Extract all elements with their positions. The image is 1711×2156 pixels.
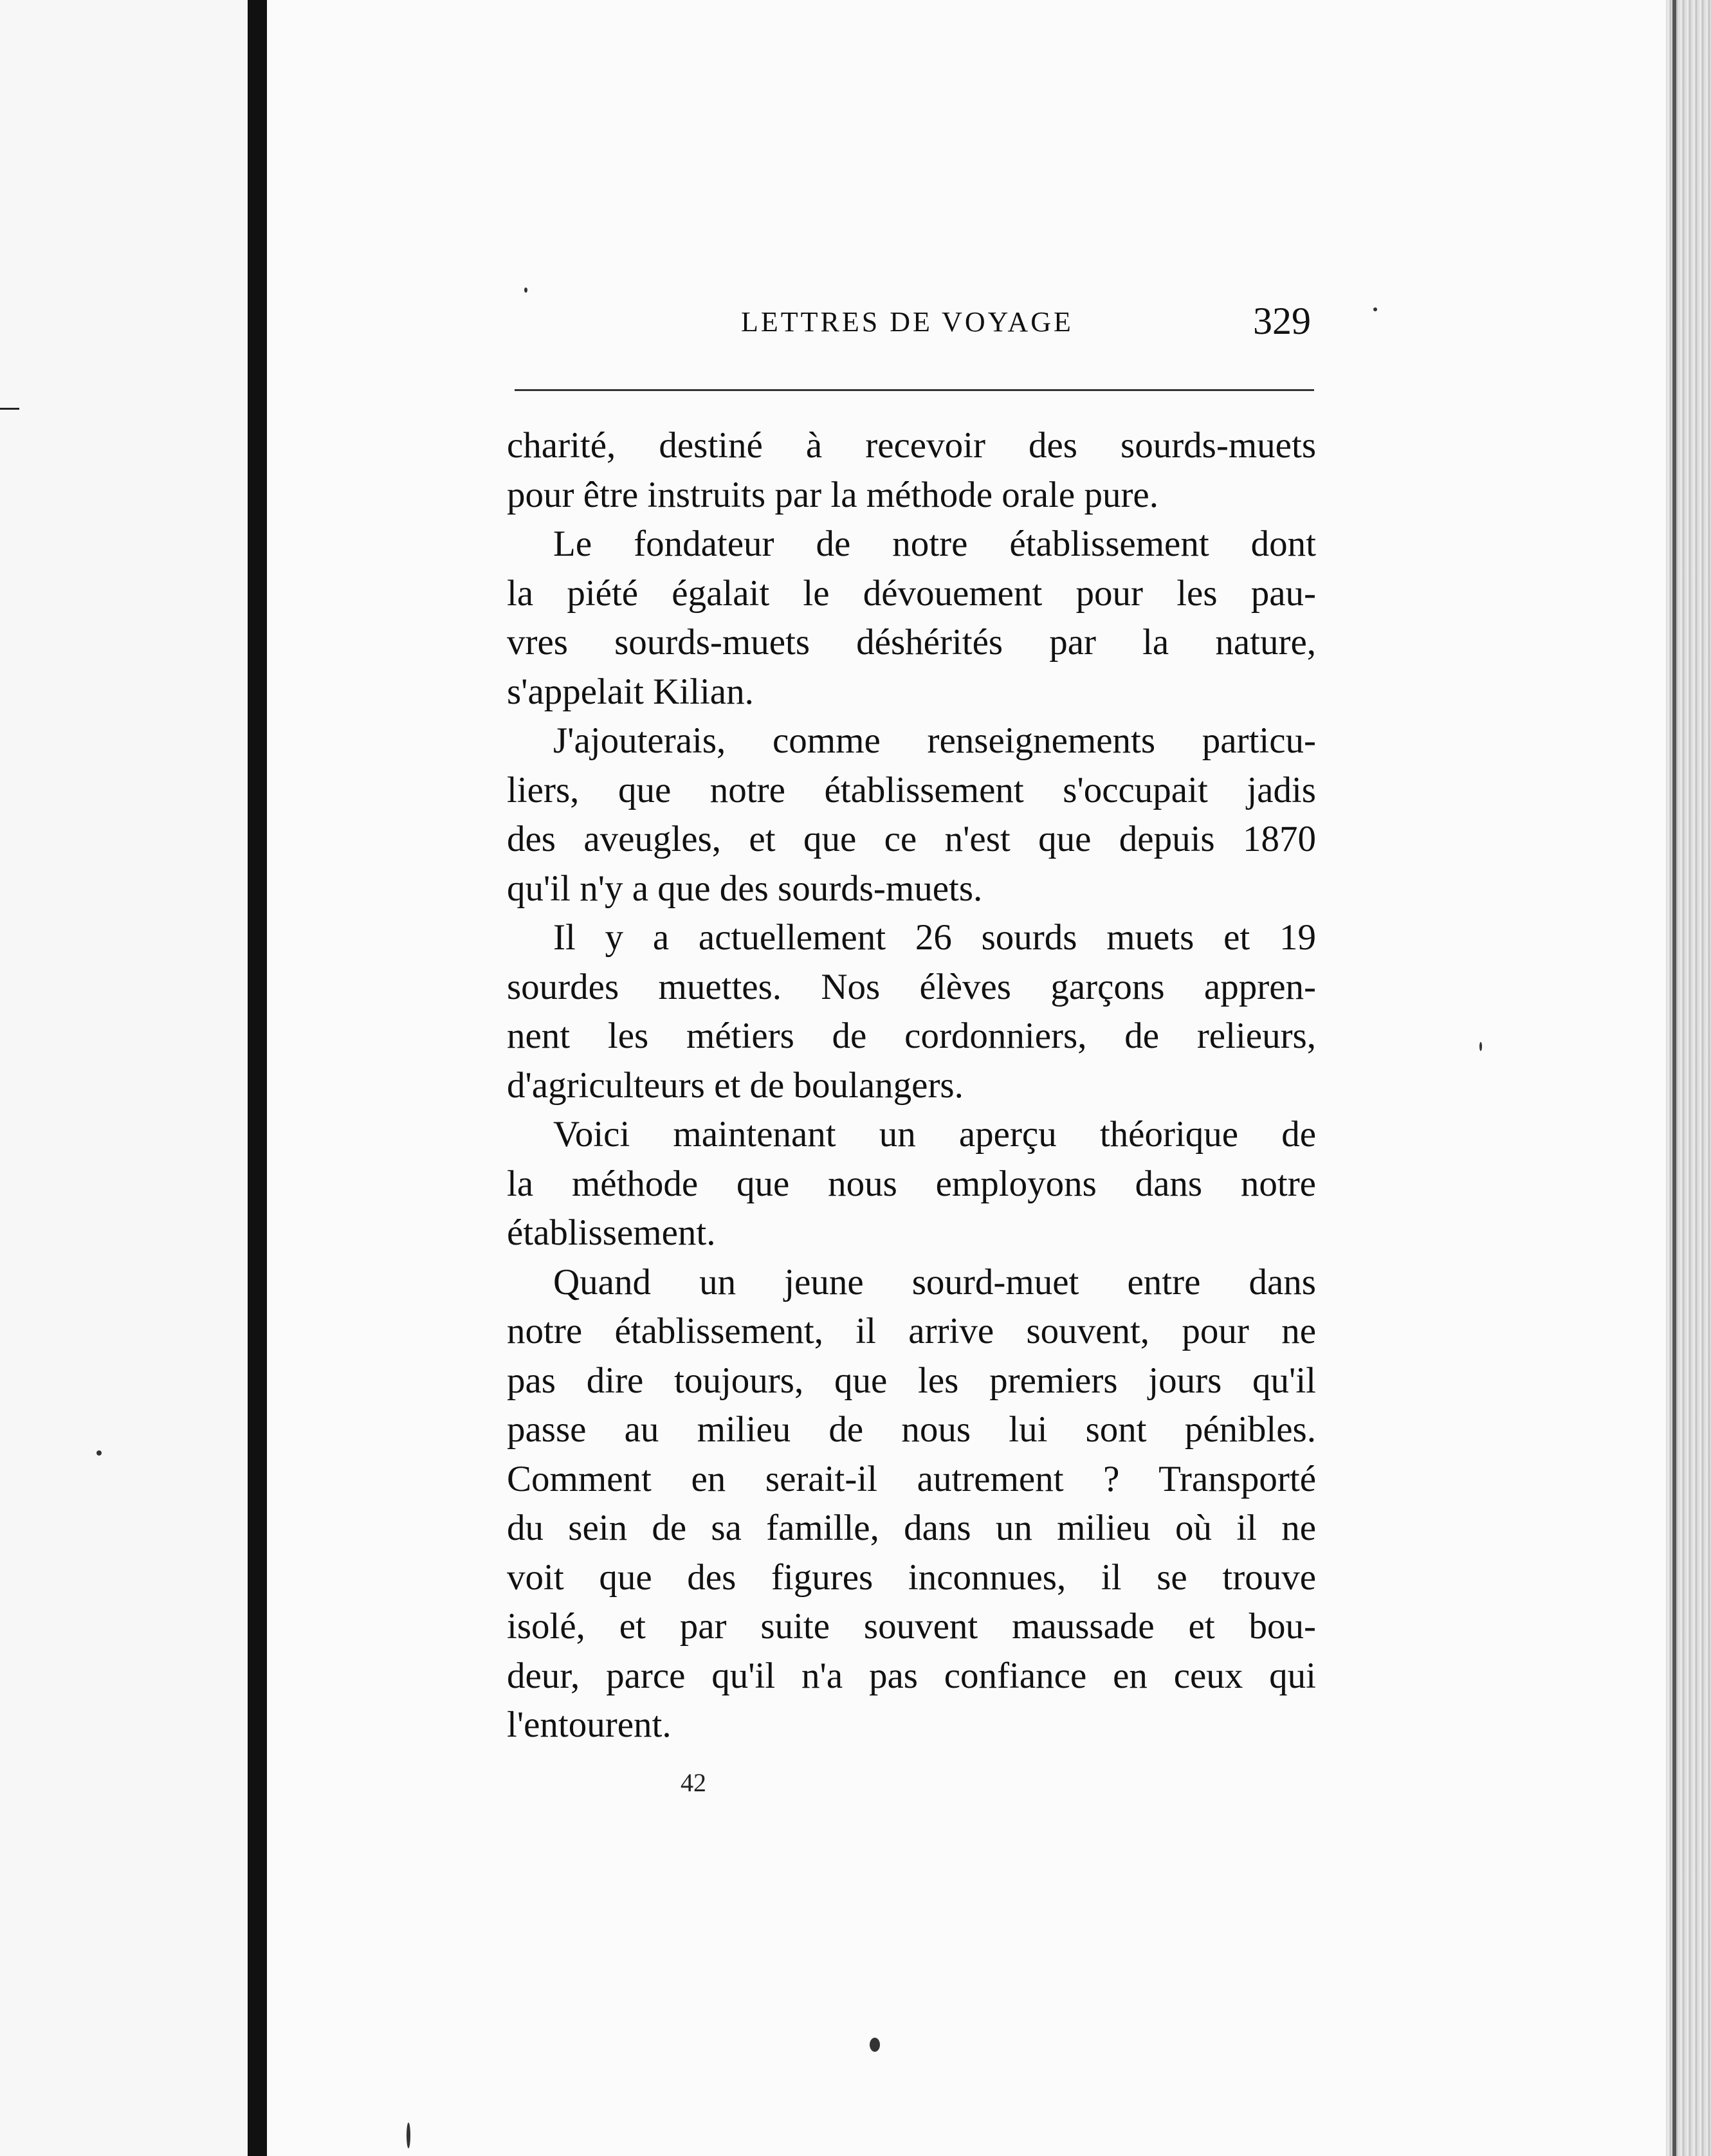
scan-speck [1479,1042,1482,1051]
scan-speck [524,288,527,293]
scan-speck [96,1450,102,1456]
text-line: la méthode que nous employons dans notre [507,1163,1316,1204]
body-text [507,421,1316,1750]
text-line: pour être instruits par la méthode orale pure. [507,474,1158,515]
scan-speck [870,2038,880,2052]
text-line: notre établissement, il arrive souvent, pour ne [507,1311,1316,1351]
text-line: passe au milieu de nous lui sont pénibles. [507,1409,1316,1450]
page-number: 329 [1253,300,1311,342]
text-line: s'appelait Kilian. [507,671,754,712]
text-line: voit que des figures inconnues, il se trouve [507,1557,1316,1598]
text-line: du sein de sa famille, dans un milieu où il ne [507,1508,1316,1548]
running-head: LETTRES DE VOYAGE [741,306,1074,338]
text-line: charité, destiné à recevoir des sourds-muets [507,425,1316,466]
left-facing-page [0,0,248,2156]
text-line: vres sourds-muets déshérités par la nature, [507,622,1316,662]
scan-speck [1373,307,1377,311]
text-line: deur, parce qu'il n'a pas confiance en ceux qui [507,1655,1316,1696]
text-line: d'agriculteurs et de boulangers. [507,1064,964,1106]
signature-mark: 42 [681,1768,706,1797]
page-edge-shadow [1672,0,1676,2156]
text-line: Voici maintenant un aperçu théorique de [553,1114,1316,1155]
scan-speck [407,2123,410,2148]
text-line: l'entourent. [507,1704,672,1745]
book-gutter [248,0,267,2156]
text-line: J'ajouterais, comme renseignements particu- [553,720,1316,761]
header-rule [515,389,1314,391]
text-line: isolé, et par suite souvent maussade et bou- [507,1606,1316,1647]
text-line: pas dire toujours, que les premiers jours qu'il [507,1360,1316,1401]
text-line: établissement. [507,1212,716,1253]
text-line: Quand un jeune sourd-muet entre dans [553,1261,1316,1302]
text-line: des aveugles, et que ce n'est que depuis 1870 [507,819,1316,859]
text-line: la piété égalait le dévouement pour les pau- [507,572,1316,614]
text-line: Il y a actuellement 26 sourds muets et 19 [553,917,1316,958]
text-line: qu'il n'y a que des sourds-muets. [507,868,983,909]
text-line: nent les métiers de cordonniers, de relieurs, [507,1016,1316,1056]
text-line: Le fondateur de notre établissement dont [553,524,1316,564]
left-header-rule [0,408,19,410]
text-line: sourdes muettes. Nos élèves garçons appren- [507,966,1316,1007]
text-line: liers, que notre établissement s'occupait jadis [507,769,1316,810]
text-line: Comment en serait-il autrement ? Transporté [507,1458,1316,1499]
